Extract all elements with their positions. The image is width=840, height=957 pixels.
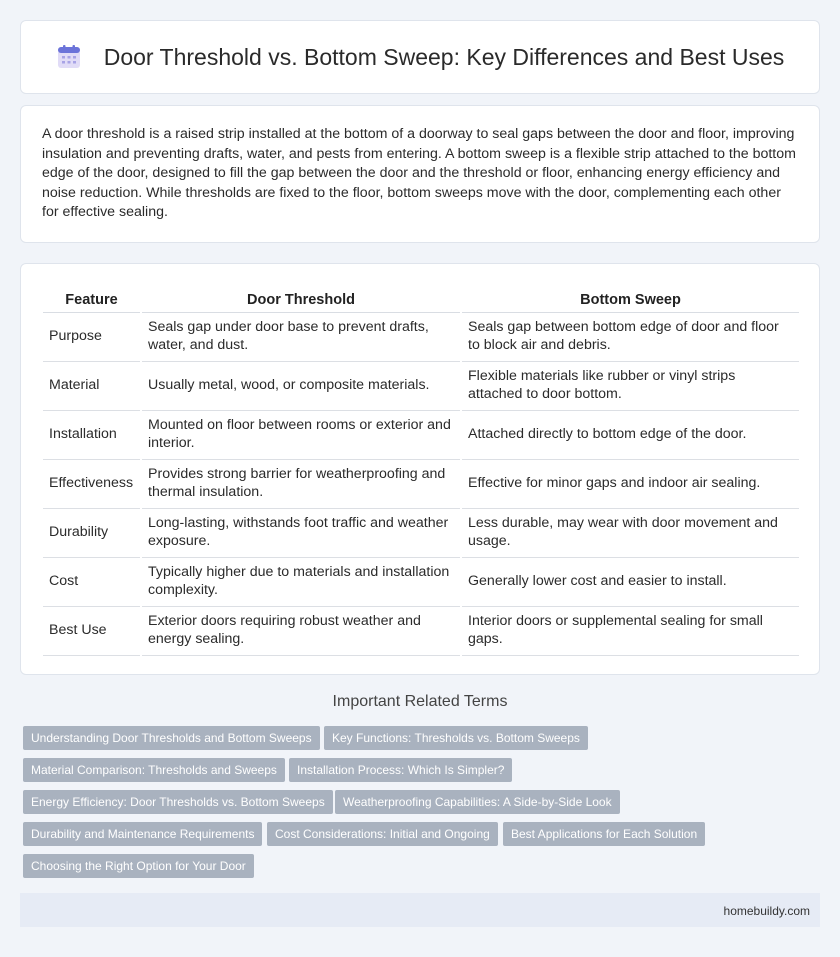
comparison-table (43, 283, 799, 656)
feature-cell: Cost (43, 557, 141, 606)
sweep-cell: Less durable, may wear with door movement and usage. (461, 508, 799, 557)
feature-cell: Installation (43, 410, 141, 459)
table-row (43, 606, 799, 655)
feature-cell: Durability (43, 508, 141, 557)
footer (20, 893, 820, 927)
calendar-icon (56, 44, 82, 70)
sweep-cell: Effective for minor gaps and indoor air sealing. (461, 459, 799, 508)
threshold-cell: Usually metal, wood, or composite materials. (141, 361, 461, 410)
related-term-tag[interactable]: Energy Efficiency: Door Thresholds vs. Bottom Sweeps (23, 790, 333, 814)
threshold-cell: Long-lasting, withstands foot traffic and weather exposure. (141, 508, 461, 557)
sweep-cell: Flexible materials like rubber or vinyl strips attached to door bottom. (461, 361, 799, 410)
threshold-cell: Typically higher due to materials and installation complexity. (141, 557, 461, 606)
intro-text: A door threshold is a raised strip installed at the bottom of a doorway to seal gaps between the door and floor, improving insulation and preventing drafts, water, and pests from entering. A bottom sweep is a flexible strip attached to the bottom edge of the door, designed to fill the gap between the door and the threshold or floor, enhancing energy efficiency and noise reduction. While thresholds are fixed to the floor, bottom sweeps move with the door, complementing each other for effective sealing. (42, 126, 796, 220)
threshold-cell: Exterior doors requiring robust weather and energy sealing. (141, 606, 461, 655)
header-door-threshold: Door Threshold (141, 283, 461, 312)
threshold-cell: Mounted on floor between rooms or exterior and interior. (141, 410, 461, 459)
intro-card (20, 105, 820, 243)
related-term-tag[interactable]: Material Comparison: Thresholds and Sweeps (23, 758, 285, 782)
header-card (20, 20, 820, 94)
table-row (43, 361, 799, 410)
sweep-cell: Interior doors or supplemental sealing for small gaps. (461, 606, 799, 655)
related-term-tag[interactable]: Cost Considerations: Initial and Ongoing (267, 822, 498, 846)
footer-site-link[interactable]: homebuildy.com (723, 904, 810, 918)
related-term-tag[interactable]: Weatherproofing Capabilities: A Side-by-Side Look (335, 790, 620, 814)
feature-cell: Purpose (43, 312, 141, 361)
feature-cell: Material (43, 361, 141, 410)
related-term-tag[interactable]: Choosing the Right Option for Your Door (23, 854, 254, 878)
sweep-cell: Seals gap between bottom edge of door and floor to block air and debris. (461, 312, 799, 361)
table-row (43, 410, 799, 459)
related-term-tag[interactable]: Installation Process: Which Is Simpler? (289, 758, 512, 782)
threshold-cell: Seals gap under door base to prevent drafts, water, and dust. (141, 312, 461, 361)
related-terms-title: Important Related Terms (332, 693, 508, 710)
page-title: Door Threshold vs. Bottom Sweep: Key Differences and Best Uses (103, 43, 785, 70)
related-term-tag[interactable]: Best Applications for Each Solution (503, 822, 705, 846)
comparison-table-card (20, 263, 820, 675)
table-header-row (43, 283, 799, 312)
related-term-tag[interactable]: Understanding Door Thresholds and Bottom Sweeps (23, 726, 320, 750)
table-row (43, 508, 799, 557)
sweep-cell: Generally lower cost and easier to install. (461, 557, 799, 606)
threshold-cell: Provides strong barrier for weatherproofing and thermal insulation. (141, 459, 461, 508)
sweep-cell: Attached directly to bottom edge of the door. (461, 410, 799, 459)
table-row (43, 312, 799, 361)
header-feature: Feature (43, 283, 141, 312)
feature-cell: Effectiveness (43, 459, 141, 508)
table-row (43, 459, 799, 508)
related-term-tag[interactable]: Durability and Maintenance Requirements (23, 822, 262, 846)
header-bottom-sweep: Bottom Sweep (461, 283, 799, 312)
feature-cell: Best Use (43, 606, 141, 655)
table-row (43, 557, 799, 606)
related-term-tag[interactable]: Key Functions: Thresholds vs. Bottom Sweeps (324, 726, 588, 750)
